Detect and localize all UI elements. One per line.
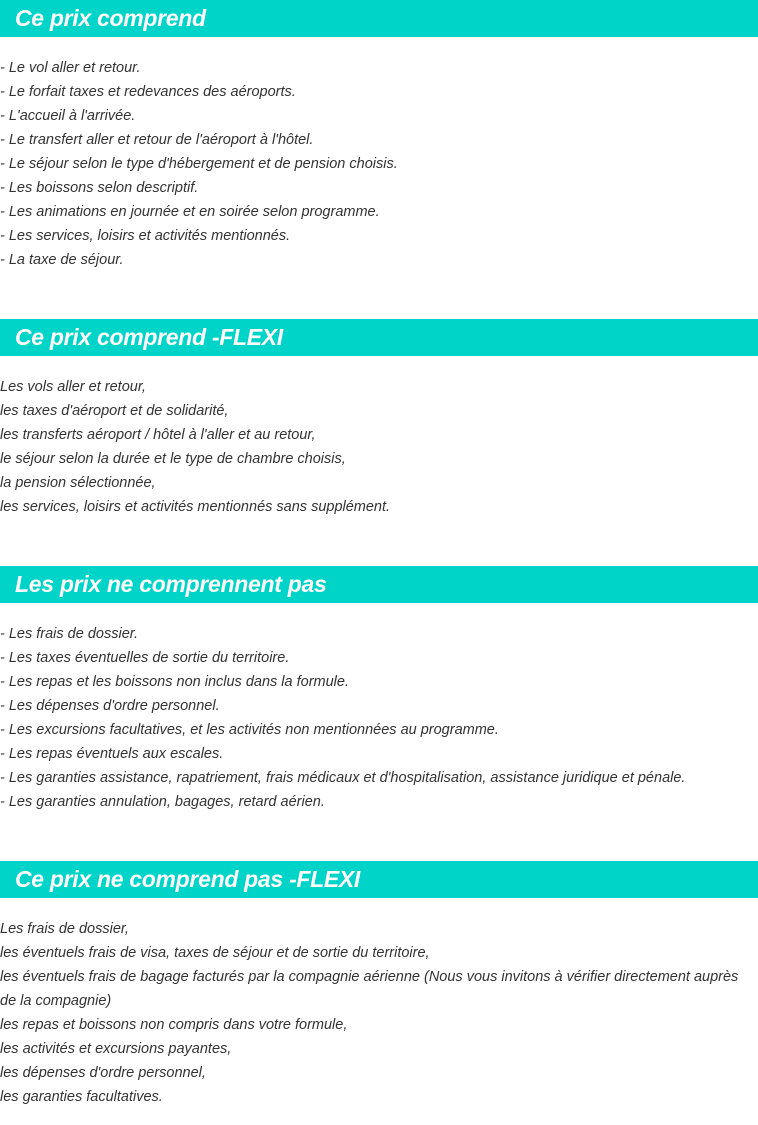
section-price-excludes	[0, 566, 758, 830]
list-item: les activités et excursions payantes,	[0, 1041, 232, 1057]
list-item: les transferts aéroport / hôtel à l'aller et au retour,	[0, 427, 316, 443]
list-item: - Les repas et les boissons non inclus dans la formule.	[0, 674, 349, 690]
list-item: - Les boissons selon descriptif.	[0, 180, 199, 196]
list-item: - La taxe de séjour.	[0, 252, 124, 268]
list-item: les dépenses d'ordre personnel,	[0, 1065, 206, 1081]
section-header	[0, 319, 758, 356]
list-item: le séjour selon la durée et le type de chambre choisis,	[0, 451, 346, 467]
list-item: - Les frais de dossier.	[0, 626, 139, 642]
list-item: - L'accueil à l'arrivée.	[0, 108, 136, 124]
list-item: - Le forfait taxes et redevances des aéroports.	[0, 84, 296, 100]
list-item: - Le séjour selon le type d'hébergement et de pension choisis.	[0, 156, 398, 172]
item-list	[0, 917, 758, 1109]
section-price-excludes-flexi	[0, 861, 758, 1125]
section-price-includes	[0, 0, 758, 288]
section-title: Ce prix comprend -FLEXI	[15, 324, 283, 350]
list-item: - Les garanties annulation, bagages, retard aérien.	[0, 794, 325, 810]
list-item: Les vols aller et retour,	[0, 379, 146, 395]
list-item: les éventuels frais de visa, taxes de séjour et de sortie du territoire,	[0, 945, 430, 961]
list-item: - Les taxes éventuelles de sortie du territoire.	[0, 650, 290, 666]
section-price-includes-flexi	[0, 319, 758, 535]
item-list	[0, 622, 758, 814]
section-header	[0, 861, 758, 898]
list-item: - Les repas éventuels aux escales.	[0, 746, 224, 762]
list-item: - Les dépenses d'ordre personnel.	[0, 698, 220, 714]
list-item: - Le transfert aller et retour de l'aéroport à l'hôtel.	[0, 132, 314, 148]
list-item: les taxes d'aéroport et de solidarité,	[0, 403, 229, 419]
item-list	[0, 375, 758, 519]
section-title: Ce prix ne comprend pas -FLEXI	[15, 866, 361, 892]
list-item: - Les services, loisirs et activités mentionnés.	[0, 228, 291, 244]
list-item: Les frais de dossier,	[0, 921, 129, 937]
list-item: - Les excursions facultatives, et les activités non mentionnées au programme.	[0, 722, 499, 738]
list-item: les repas et boissons non compris dans votre formule,	[0, 1017, 348, 1033]
list-item: la pension sélectionnée,	[0, 475, 156, 491]
section-header	[0, 566, 758, 603]
list-item: - Les garanties assistance, rapatriement, frais médicaux et d'hospitalisation, assistance juridique et pénale.	[0, 770, 686, 786]
section-title: Ce prix comprend	[15, 5, 206, 31]
section-title: Les prix ne comprennent pas	[15, 571, 327, 597]
section-header	[0, 0, 758, 37]
list-item: les services, loisirs et activités mentionnés sans supplément.	[0, 499, 391, 515]
list-item: les éventuels frais de bagage facturés par la compagnie aérienne (Nous vous invitons à vérifier directement auprès de la compagnie)	[0, 969, 739, 1009]
list-item: - Le vol aller et retour.	[0, 60, 141, 76]
list-item: les garanties facultatives.	[0, 1089, 163, 1105]
list-item: - Les animations en journée et en soirée selon programme.	[0, 204, 380, 220]
item-list	[0, 56, 758, 272]
